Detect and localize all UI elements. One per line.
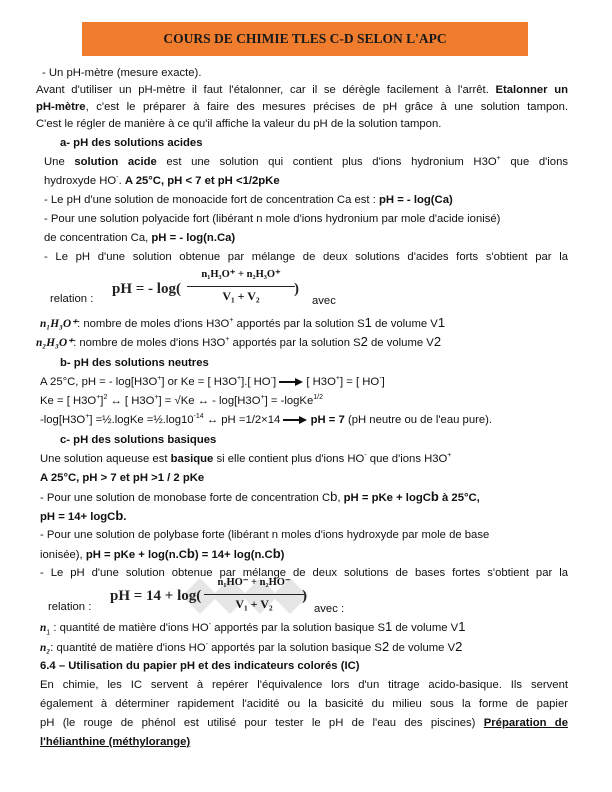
text-line: avec bbox=[312, 295, 336, 307]
arrow-right-icon bbox=[279, 378, 303, 386]
text-line: - Pour une solution polyacide fort (libérant n mole d'ions hydronium par mole d'acide ionisé) bbox=[44, 213, 501, 225]
formula-acid-rparen: ) bbox=[294, 281, 299, 297]
formula-acid-fraction-bar bbox=[187, 286, 295, 287]
paragraph-line: pH-mètre, c'est le préparer à faire des mesures précises de pH grâce à une solution tampon. bbox=[36, 101, 568, 113]
page-title: COURS DE CHIMIE TLES C-D SELON L'APC bbox=[163, 31, 447, 46]
paragraph-line: Une solution acide est une solution qui contient plus d'ions hydronium H3O+ que d'ions bbox=[44, 155, 569, 168]
formula-base-rparen: ) bbox=[302, 588, 307, 604]
section-heading-basic: c- pH des solutions basiques bbox=[60, 434, 217, 446]
definition-line: n₂: quantité de matière d'ions HO- apportés par la solution basique S2 de volume V2 bbox=[40, 639, 463, 654]
formula-base-lhs: pH = 14 + log( bbox=[110, 588, 202, 604]
text-line: pH = 14+ logCb. bbox=[40, 508, 127, 523]
text-line: - Pour une solution de polybase forte (libérant n moles d'ions hydroxyde par mole de base bbox=[40, 529, 490, 541]
definition-line: n₂H₃O⁺: nombre de moles d'ions H3O+ apportés par la solution S2 de volume V2 bbox=[36, 334, 442, 349]
section-heading-neutral: b- pH des solutions neutres bbox=[60, 357, 209, 369]
relation-label: relation : bbox=[48, 601, 92, 613]
text-line: - Un pH-mètre (mesure exacte). bbox=[42, 67, 202, 79]
formula-base-denominator: V₁ + V₂ bbox=[235, 597, 273, 611]
formula-acid-lhs: pH = - log( bbox=[112, 281, 181, 297]
paragraph-line: Avant d'utiliser un pH-mètre il faut l'étalonner, car il se dérègle facilement à l'arrêt. Etalonner un bbox=[36, 84, 568, 96]
text-line: - Pour une solution de monobase forte de concentration Cb, pH = pKe + logCb à 25°C, bbox=[40, 489, 480, 504]
formula-acid-denominator: V₁ + V₂ bbox=[222, 289, 260, 303]
equation-line: Ke = [ H3O+]$^2$ ↔ [ H3O+] = √Ke ↔ - log[H3O+] = -logKe$^{1/2}$ bbox=[40, 394, 323, 407]
formula-base-fraction-bar bbox=[204, 594, 304, 595]
text-line: A 25°C, pH > 7 et pH >1 / 2 pKe bbox=[40, 472, 205, 484]
text-line: ionisée), pH = pKe + log(n.Cb) = 14+ log(n.Cb) bbox=[40, 546, 285, 561]
text-line: Une solution aqueuse est basique si elle contient plus d'ions HO- que d'ions H3O+ bbox=[40, 452, 452, 465]
relation-label: relation : bbox=[50, 293, 94, 305]
paragraph-line: En chimie, les IC servent à repérer l'équivalence lors d'un titrage acido-basique. Ils servent bbox=[40, 679, 568, 691]
definition-line: $n_1$ : quantité de matière d'ions HO- apportés par la solution basique S1 de volume V1 bbox=[40, 619, 466, 637]
paragraph-line: C'est le régler de manière à ce qu'il affiche la valeur du pH de la solution tampon. bbox=[36, 118, 442, 130]
paragraph-line: - Le pH d'une solution obtenue par mélange de deux solutions de bases fortes s'obtient par la bbox=[40, 567, 568, 579]
formula-base-numerator: n₁HO⁻ + n₂HO⁻ bbox=[217, 577, 291, 588]
section-heading-indicators: 6.4 – Utilisation du papier pH et des indicateurs colorés (IC) bbox=[40, 660, 360, 672]
header-banner bbox=[82, 22, 528, 56]
paragraph-line: hydroxyde HO-. A 25°C, pH < 7 et pH <1/2pKe bbox=[44, 174, 280, 187]
text-line: avec : bbox=[314, 603, 345, 615]
paragraph-line: pH (le rouge de phénol est utilisé pour tester le pH de l'eau des piscines) Préparation de bbox=[40, 717, 568, 729]
formula-acid-numerator: n₁H₃O⁺ + n₂H₃O⁺ bbox=[201, 269, 281, 280]
equation-line: A 25°C, pH = - log[H3O+] or Ke = [ H3O+].[ HO-] [ H3O+] = [ HO-] bbox=[40, 375, 385, 388]
arrow-right-icon bbox=[283, 416, 307, 424]
definition-line: n₁H₃O⁺: nombre de moles d'ions H3O+ apportés par la solution S1 de volume V1 bbox=[40, 315, 446, 330]
text-line: de concentration Ca, pH = - log(n.Ca) bbox=[44, 232, 236, 244]
equation-line: -log[H3O+] =½.logKe $=\frac{1}{2}.\log 10^{-14}$ ↔ pH =1/2×14 pH = 7 (pH neutre ou de l'eau pure). bbox=[40, 413, 493, 426]
subheading-helianthine: l'hélianthine (méthylorange) bbox=[40, 736, 191, 748]
paragraph-line: - Le pH d'une solution obtenue par mélange de deux solutions d'acides forts s'obtient par la bbox=[44, 251, 568, 263]
text-line: - Le pH d'une solution de monoacide fort de concentration Ca est : pH = - log(Ca) bbox=[44, 194, 453, 206]
section-heading-acid: a- pH des solutions acides bbox=[60, 137, 203, 149]
paragraph-line: également à déterminer rapidement l'acidité ou la basicité du milieu sous la forme de papier bbox=[40, 698, 568, 710]
